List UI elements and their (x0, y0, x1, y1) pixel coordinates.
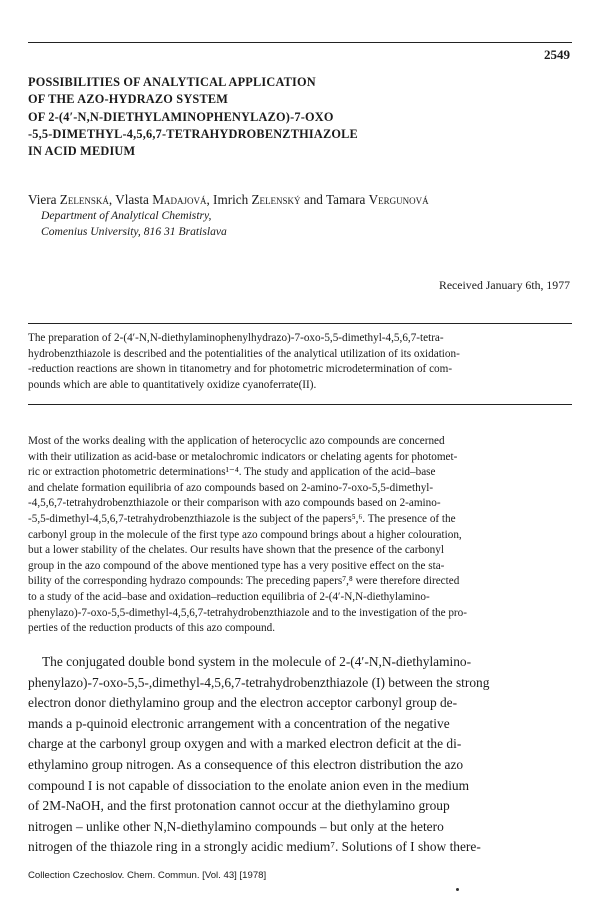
author-family-name: Vergunová (368, 192, 429, 207)
abstract-line: The preparation of 2-(4′-N,N-diethylaminophenylhydrazo)-7-oxo-5,5-dimethyl-4,5,6,7-tetra- (28, 332, 444, 344)
author-family-name: Zelenská (59, 192, 109, 207)
intro-line: group in the azo compound of the above mentioned type has a very positive effect on the sta- (28, 559, 445, 572)
author-family-name: Madajová (152, 192, 207, 207)
author-list (28, 192, 572, 208)
author-given-name: Imrich (213, 192, 249, 207)
abstract-top-rule (28, 323, 572, 324)
author-separator: , (206, 192, 214, 207)
abstract-bottom-rule (28, 404, 572, 405)
author-separator: and (300, 192, 326, 207)
body-paragraph (28, 652, 574, 858)
intro-line: perties of the reduction products of this azo compound. (28, 622, 275, 635)
abstract-line: hydrobenzthiazole is described and the potentialities of the analytical utilization of its oxidation- (28, 347, 460, 360)
affiliation-line: Comenius University, 816 31 Bratislava (41, 225, 227, 238)
intro-line: Most of the works dealing with the application of heterocyclic azo compounds are concerned (28, 435, 445, 447)
author-given-name: Viera (28, 192, 57, 207)
title-line: OF 2-(4′-N,N-DIETHYLAMINOPHENYLAZO)-7-OXO (28, 109, 334, 124)
body-line: The conjugated double bond system in the molecule of 2-(4′-N,N-diethylamino- (42, 654, 472, 669)
affiliation (41, 208, 227, 240)
top-rule (28, 42, 572, 43)
body-line: nitrogen – unlike other N,N-diethylamino compounds – but only at the hetero (28, 818, 444, 834)
title-line: POSSIBILITIES OF ANALYTICAL APPLICATION (28, 75, 316, 89)
received-date: Received January 6th, 1977 (438, 278, 570, 292)
author-given-name: Vlasta (115, 192, 149, 207)
introduction-paragraph (28, 434, 574, 637)
title-line: OF THE AZO-HYDRAZO SYSTEM (28, 92, 229, 107)
intro-line: with their utilization as acid-base or metalochromic indicators or chelating agents for photomet- (28, 450, 458, 463)
body-line: mands a p-quinoid electronic arrangement with a concentration of the negative (28, 715, 450, 731)
title-line: IN ACID MEDIUM (28, 144, 136, 159)
body-line: charge at the carbonyl group oxygen and with a marked electron deficit at the di- (28, 736, 462, 752)
intro-line: and chelate formation equilibria of azo compounds based on 2-amino-7-oxo-5,5-dimethyl- (28, 481, 434, 494)
body-line: of 2M-NaOH, and the first protonation cannot occur at the diethylamino group (28, 798, 450, 814)
body-line: electron donor diethylamino group and the electron acceptor carbonyl group de- (28, 695, 458, 711)
abstract (28, 331, 574, 393)
intro-line: bility of the corresponding hydrazo compounds: The preceding papers⁷,⁸ were therefore directed (28, 575, 460, 588)
author-family-name: Zelenský (251, 192, 301, 207)
title-line: -5,5-DIMETHYL-4,5,6,7-TETRAHYDROBENZTHIAZOLE (28, 126, 358, 141)
journal-footer: Collection Czechoslov. Chem. Commun. [Vol. 43] [1978] (28, 870, 267, 881)
intro-line: ric or extraction photometric determinations¹⁻⁴. The study and application of the acid–base (28, 466, 436, 479)
author-separator: , (108, 192, 116, 207)
affiliation-line: Department of Analytical Chemistry, (41, 209, 212, 222)
intro-line: phenylazo)-7-oxo-5,5-dimethyl-4,5,6,7-tetrahydrobenzthiazole and to the investigation of the pro- (28, 606, 467, 619)
abstract-line: pounds which are able to quantitatively oxidize cyanoferrate(II). (28, 378, 317, 391)
intro-line: -5,5-dimethyl-4,5,6,7-tetrahydrobenzthiazole is the subject of the papers⁵,⁶. The presence of the (28, 512, 456, 525)
article-title (28, 74, 468, 160)
scan-speck (456, 888, 459, 891)
body-line: ethylamino group nitrogen. As a consequence of this electron distribution the azo (28, 756, 464, 772)
body-line: phenylazo)-7-oxo-5,5-,dimethyl-4,5,6,7-tetrahydrobenzthiazole (I) between the strong (28, 674, 490, 690)
intro-line: but a lower stability of the chelates. Our results have shown that the presence of the carbonyl (28, 544, 444, 557)
author-given-name: Tamara (325, 192, 366, 207)
intro-line: carbonyl group in the molecule of the first type azo compound brings about a higher colouration, (28, 528, 462, 541)
intro-line: to a study of the acid–base and oxidation–reduction equilibria of 2-(4′-N,N-diethylamino- (28, 590, 430, 603)
intro-line: -4,5,6,7-tetrahydrobenzthiazole or their comparison with azo compounds based on 2-amino- (28, 497, 441, 510)
abstract-line: -reduction reactions are shown in titanometry and for photometric microdetermination of com- (28, 363, 453, 376)
body-line: nitrogen of the thiazole ring in a strongly acidic medium⁷. Solutions of I show there- (28, 839, 481, 855)
page-number: 2549 (544, 47, 570, 62)
body-line: compound I is not capable of dissociation to the enolate anion even in the medium (28, 777, 470, 793)
